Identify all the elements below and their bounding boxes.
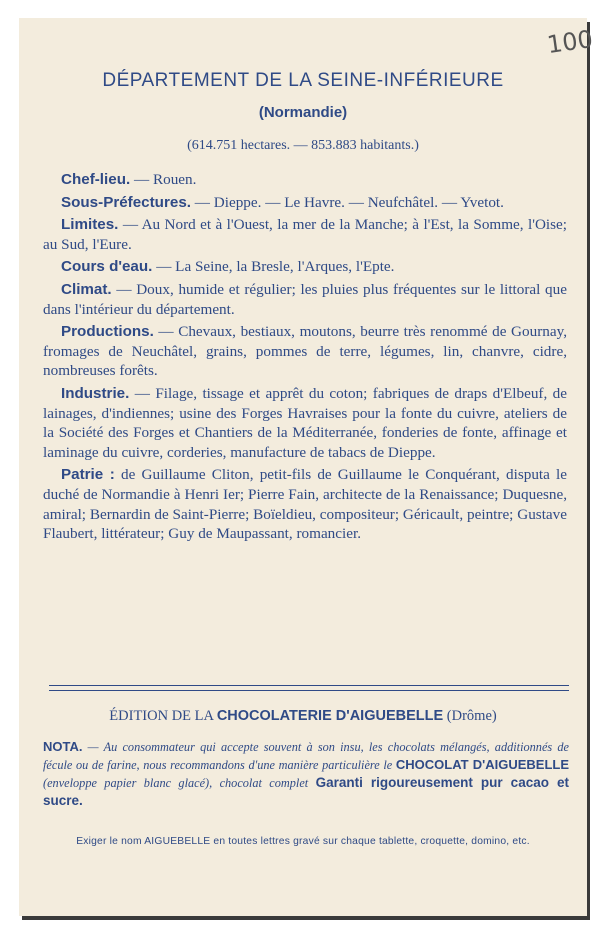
section-label: Cours d'eau. [61,258,153,276]
section-label: Limites. [61,216,119,234]
section-industrie [43,384,567,462]
area-population-stats: (614.751 hectares. — 853.883 habitants.) [187,138,419,153]
section-text: — Dieppe. — Le Havre. — Neufchâtel. — Yvetot. [190,193,504,211]
page-title: DÉPARTEMENT DE LA SEINE-INFÉRIEURE [102,70,504,91]
nota-guarantee: Garanti rigoureusement pur cacao et sucre. [43,775,569,808]
section-text: — Chevaux, bestiaux, moutons, beurre très renommé de Gournay, fromages de Neuchâtel, grains, pommes de terre, légumes, lin, chanvre, cidre, nombreuses forêts. [43,323,567,380]
section-sous-prefectures [43,193,567,213]
section-patrie [43,465,567,543]
section-label: Patrie : [61,466,115,484]
section-cours-d-eau [43,257,567,277]
section-label: Climat. [61,280,112,298]
section-limites [43,215,567,254]
postcard [19,18,595,916]
region-subtitle: (Normandie) [258,104,348,121]
section-label: Industrie. [61,384,130,402]
pencil-annotation: 100 [545,24,595,60]
nota-paragraph [43,738,569,810]
section-text: — Au Nord et à l'Ouest, la mer de la Manche; à l'Est, la Somme, l'Oise; au Sud, l'Eure. [43,216,567,253]
section-climat [43,280,567,319]
nota-brand: CHOCOLAT D'AIGUEBELLE [395,757,569,772]
section-text: — Filage, tissage et apprêt du coton; fabriques de draps d'Elbeuf, de lainages, d'indiennes; usine des Forges Havraises pour la fonte du cuivre, ateliers de la Société des Forges et Chantiers de la Méditerranée, fonderies de fonte, affinage et laminage du cuivre, corderies, manufacture de tabacs de Dieppe. [43,384,567,461]
section-text: — La Seine, la Bresle, l'Arques, l'Epte. [152,258,395,276]
department-info [43,170,567,547]
nota-text: — Au consommateur qui accepte souvent à son insu, les chocolats mélangés, additionnés de fécule ou de farine, nous recommandons d'une manière particulière le [43,740,569,772]
section-text: de Guillaume Cliton, petit-fils de Guillaume le Conquérant, disputa le duché de Normandie à Henri Ier; Pierre Fain, architecte de la Renaissance; Duquesne, amiral; Bernardin de Saint-Pierre; Boïeldieu, compositeur; Géricault, peintre; Gustave Flaubert, littérateur; Guy de Maupassant, romancier. [43,466,567,543]
divider [49,690,569,691]
section-text: — Rouen. [130,171,197,188]
section-label: Sous-Préfectures. [61,193,191,211]
section-label: Chef-lieu. [61,171,131,188]
nota-text: (enveloppe papier blanc glacé), chocolat complet [43,776,316,790]
edition-line [19,708,587,725]
nota-label: NOTA. [43,739,83,754]
divider [49,685,569,686]
section-productions [43,322,567,381]
edition-brand: CHOCOLATERIE D'AIGUEBELLE [216,708,444,724]
edition-suffix: (Drôme) [443,708,497,724]
edition-prefix: ÉDITION DE LA [109,708,217,724]
section-label: Productions. [61,323,154,341]
section-text: — Doux, humide et régulier; les pluies plus fréquentes sur le littoral que dans l'intérieur du département. [43,280,567,318]
footer-note: Exiger le nom AIGUEBELLE en toutes lettres gravé sur chaque tablette, croquette, domino, etc. [76,836,530,847]
section-chef-lieu [43,170,567,190]
